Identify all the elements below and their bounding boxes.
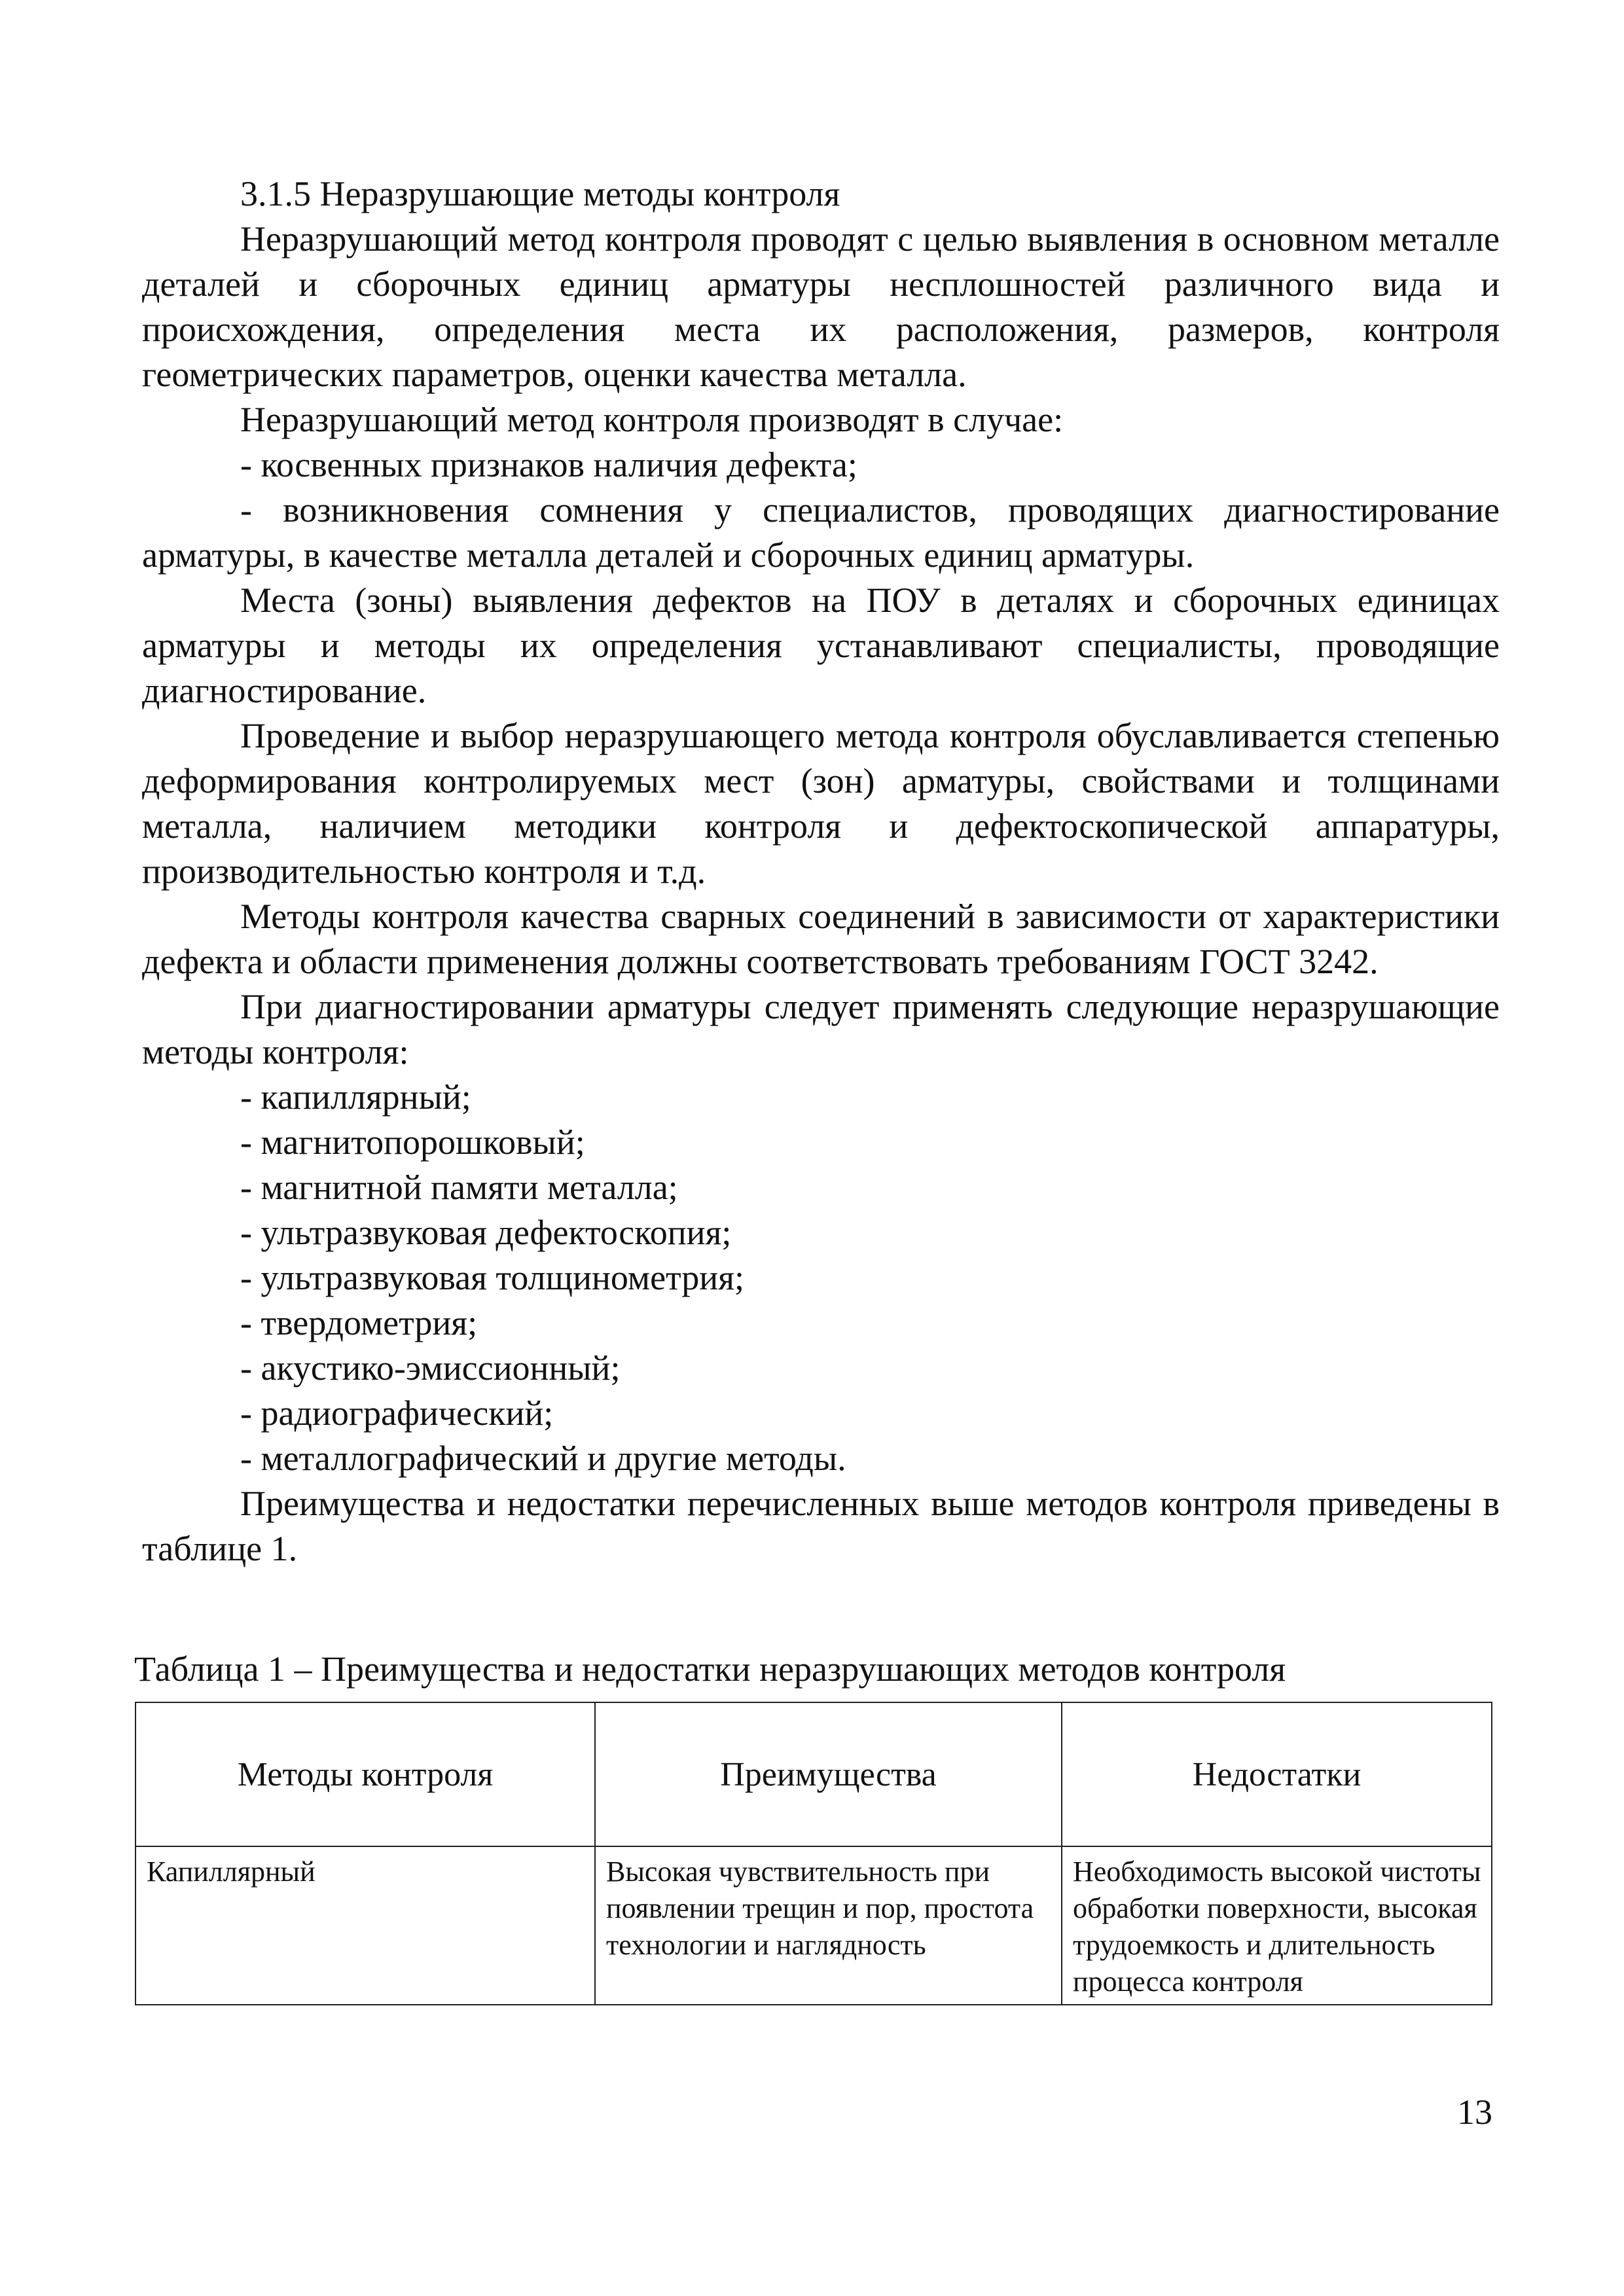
- list-item: - ультразвуковая дефектоскопия;: [240, 1213, 732, 1252]
- table-row: [135, 1846, 1492, 2005]
- paragraph-purpose: Неразрушающий метод контроля проводят с целью выявления в основном металле деталей и сборочных единиц арматуры несплошностей различного вида и происхождения, определения места их расположения, размеров, контроля геометрических параметров, оценки качества металла.: [142, 219, 1500, 394]
- table-caption: Таблица 1 – Преимущества и недостатки неразрушающих методов контроля: [134, 1649, 1286, 1689]
- list-item: - ультразвуковая толщинометрия;: [240, 1258, 745, 1297]
- cell-advantages: Высокая чувствительность при появлении трещин и пор, простота технологии и наглядность: [595, 1846, 1062, 2005]
- list-item-doubts: - возникновения сомнения у специалистов, проводящих диагностирование арматуры, в качестве металла деталей и сборочных единиц арматуры.: [142, 490, 1500, 575]
- paragraph-choice: Проведение и выбор неразрушающего метода контроля обуславливается степенью деформирования контролируемых мест (зон) арматуры, свойствами и толщинами металла, наличием методики контроля и дефектоскопической аппаратуры, производительностью контроля и т.д.: [142, 716, 1500, 891]
- list-item: - радиографический;: [240, 1393, 554, 1433]
- list-item: - акустико-эмиссионный;: [240, 1348, 621, 1388]
- paragraph-gost: Методы контроля качества сварных соединений в зависимости от характеристики дефекта и области применения должны соответствовать требованиям ГОСТ 3242.: [142, 897, 1500, 981]
- paragraph-methods-intro: При диагностировании арматуры следует применять следующие неразрушающие методы контроля:: [142, 987, 1500, 1071]
- list-item: - магнитной памяти металла;: [240, 1168, 678, 1207]
- column-header-advantages: Преимущества: [595, 1702, 1062, 1846]
- paragraph-cases-intro: Неразрушающий метод контроля производят в случае:: [240, 400, 1064, 439]
- table-header-row: [135, 1702, 1492, 1846]
- section-heading: 3.1.5 Неразрушающие методы контроля: [240, 174, 840, 213]
- cell-method: Капиллярный: [135, 1846, 595, 2005]
- cell-disadvantages: Необходимость высокой чистоты обработки поверхности, высокая трудоемкость и длительность процесса контроля: [1062, 1846, 1492, 2005]
- column-header-disadvantages: Недостатки: [1062, 1702, 1492, 1846]
- list-item-indirect-signs: - косвенных признаков наличия дефекта;: [240, 445, 857, 484]
- paragraph-closing: Преимущества и недостатки перечисленных выше методов контроля приведены в таблице 1.: [142, 1484, 1500, 1568]
- list-item: - твердометрия;: [240, 1303, 478, 1342]
- page-number: 13: [1457, 2092, 1492, 2132]
- column-header-methods: Методы контроля: [135, 1702, 595, 1846]
- list-item: - металлографический и другие методы.: [240, 1439, 846, 1478]
- methods-table: [135, 1702, 1492, 2005]
- section-body: [142, 171, 1500, 1571]
- list-item: - магнитопорошковый;: [240, 1122, 585, 1162]
- list-item: - капиллярный;: [240, 1077, 471, 1117]
- paragraph-zones: Места (зоны) выявления дефектов на ПОУ в деталях и сборочных единицах арматуры и методы их определения устанавливают специалисты, проводящие диагностирование.: [142, 581, 1500, 710]
